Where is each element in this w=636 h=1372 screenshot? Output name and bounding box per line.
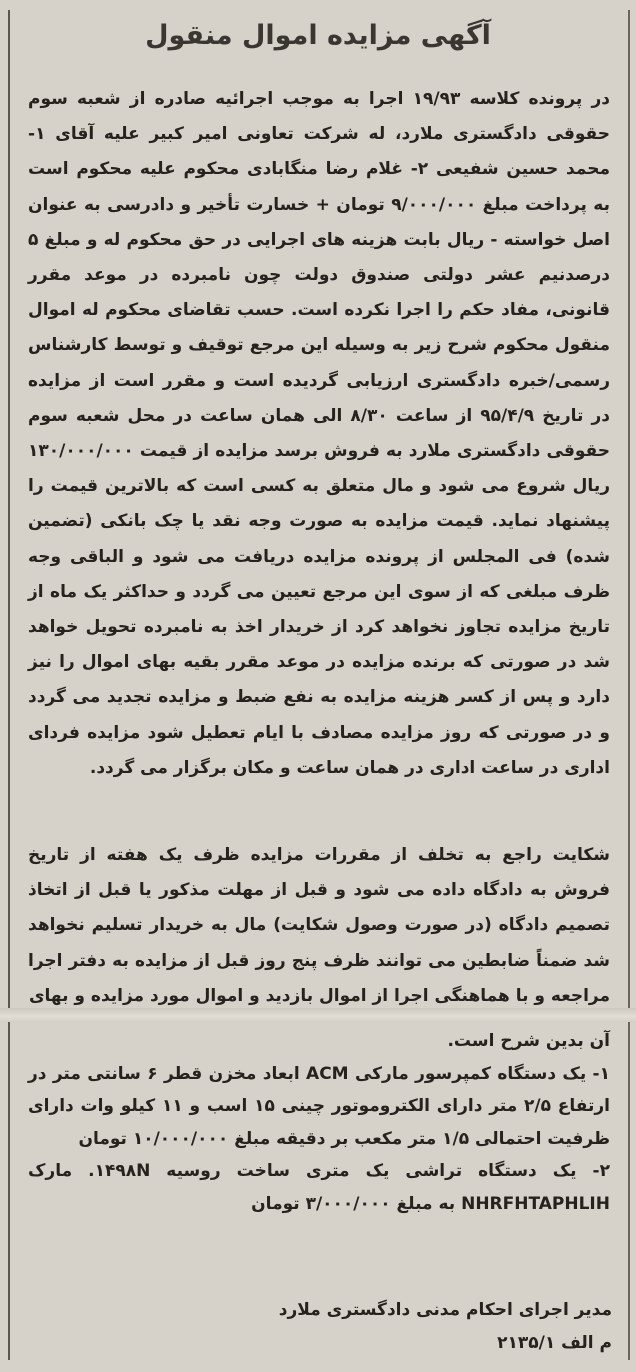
notice-paragraph-main: در پرونده کلاسه ۱۹/۹۳ اجرا به موجب اجرائیه صادره از شعبه سوم حقوقی دادگستری ملارد، له شرکت تعاونی امیر کبیر علیه آقای ۱- محمد حسین شفیعی ۲- غلام رضا منگابادی محکوم علیه محکوم است به پرداخت مبلغ ۹/۰۰۰/۰۰۰ تومان + خسارت تأخیر و دادرسی به عنوان اصل خواسته - ریال بابت هزینه های اجرایی در حق محکوم له و مبلغ ۵ درصدنیم عشر دولتی صندوق دولت چون نامبرده در موعد مقرر قانونی، مفاد حکم را اجرا نکرده است. حسب تقاضای محکوم له اموال منقول محکوم شرح زیر به وسیله این مرجع توقیف و توسط کارشناس رسمی/خبره دادگستری ارزیابی گردیده است و مقرر است از مزایده در تاریخ ۹۵/۴/۹ از ساعت ۸/۳۰ الی همان ساعت در محل شعبه سوم حقوقی دادگستری ملارد به فروش برسد مزایده از قیمت ۱۳۰/۰۰۰/۰۰۰ ریال شروع می شود و مال متعلق به کسی است که بالاترین قیمت را پیشنهاد نماید. قیمت مزایده به صورت وجه نقد یا چک بانکی (تضمین شده) فی المجلس از پرونده مزایده دریافت می شود و الباقی وجه ظرف مبلغی که از سوی این مرجع تعیین می گردد و حداکثر یک ماه از تاریخ مزایده تجاوز نخواهد کرد از خریدار اخذ به نامبرده تحویل خواهد شد در صورتی که برنده مزایده در موعد مقرر بقیه بهای اموال را نیز دارد و پس از کسر هزینه مزایده به نفع ضبط و مزایده تجدید می گردد و در صورتی که روز مزایده مصادف با ایام تعطیل شود مزایده فردای اداری در ساعت اداری در همان ساعت و مکان برگزار می گردد. [28,89,610,778]
item-lathe: ۲- یک دستگاه تراشی یک متری ساخت روسیه ۱۴۹۸N. مارک NHRFHTAPHLIH به مبلغ ۳/۰۰۰/۰۰۰ تومان [28,1161,610,1214]
item-compressor: ۱- یک دستگاه کمپرسور مارکی ACM ابعاد مخزن قطر ۶ سانتی متر در ارتفاع ۲/۵ متر دارای الکتروموتور چینی ۱۵ اسب و ۱۱ کیلو وات دارای ظرفیت احتمالی ۱/۵ متر مکعب بر دقیقه مبلغ ۱۰/۰۰۰/۰۰۰ تومان [28,1063,611,1149]
notice-items [28,1025,610,1220]
items-intro: آن بدین شرح است. [447,1031,610,1051]
paper-fold [0,1008,636,1022]
notice-title: آگهی مزایده اموال منقول [145,20,491,51]
notice-code: م الف ۲۱۳۵/۱ [497,1333,612,1353]
notice-paragraph-complaint: شکایت راجع به تخلف از مقررات مزایده ظرف یک هفته از تاریخ فروش به دادگاه داده می شود و قبل از مهلت مذکور یا قبل از اتخاذ تصمیم دادگاه (در صورت وصول شکایت) مال به خریدار تسلیم نخواهد شد ضمناً ضابطین می توانند ظرف پنج روز قبل از مزایده به دفتر اجرا مراجعه و با هماهنگی اجرا از اموال بازدید و اموال مورد مزایده و بهای [28,845,610,1006]
signature-line: مدیر اجرای احکام مدنی دادگستری ملارد [278,1300,612,1320]
